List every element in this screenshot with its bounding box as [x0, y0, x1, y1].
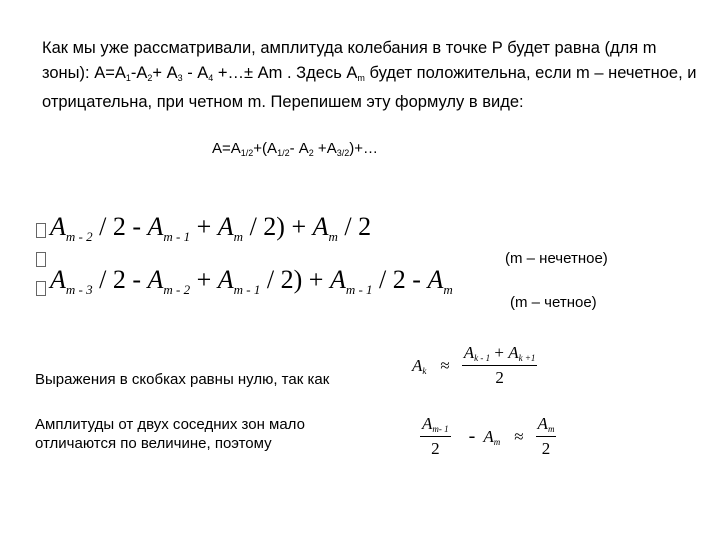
formula-line-odd: $A_{m - 2} / 2 - A_{m - 1} + A_m / 2) + A_m / 2$ [50, 212, 372, 244]
equation-k-average: $A_k$ ≈ $\frac{A_{k - 1} + A_{k +1}}{2}$ [412, 343, 536, 387]
adjacent-zones-text: Амплитуды от двух соседних зон мало отличаются по величине, поэтому [35, 416, 305, 452]
zero-brackets-text: Выражения в скобках равны нулю, так как [35, 371, 330, 388]
note-even: (m – четное) [510, 294, 597, 311]
bracket-glyph-3 [36, 281, 46, 296]
intro-paragraph: Как мы уже рассматривали, амплитуда колебания в точке Р будет равна (для m зоны): $А=А_1-А_2+ А_3 - А_4$ +…± Аm . Здесь $А_m$ будет положительна, если m – нечетное, и отрицательна, при четном m. Перепишем эту формулу в виде: [42, 39, 697, 111]
amplitude-sum-formula: $А=А_{1/2}+(А_{1/2}-$ $А_2$ $+А_{3/2})+\dots$ [212, 140, 378, 158]
bracket-glyph-1 [36, 223, 46, 238]
bracket-glyph-2 [36, 252, 46, 267]
note-odd: (m – нечетное) [505, 250, 608, 267]
formula-line-even: $A_{m - 3} / 2 - A_{m - 2} + A_{m - 1} / 2) + A_{m - 1} / 2 - A_m$ [50, 265, 453, 297]
equation-adjacent-zones: $\frac{A_{m- 1}}{2}$ - $A_m$ ≈ $\frac{A_m}{2}$ [422, 414, 555, 458]
